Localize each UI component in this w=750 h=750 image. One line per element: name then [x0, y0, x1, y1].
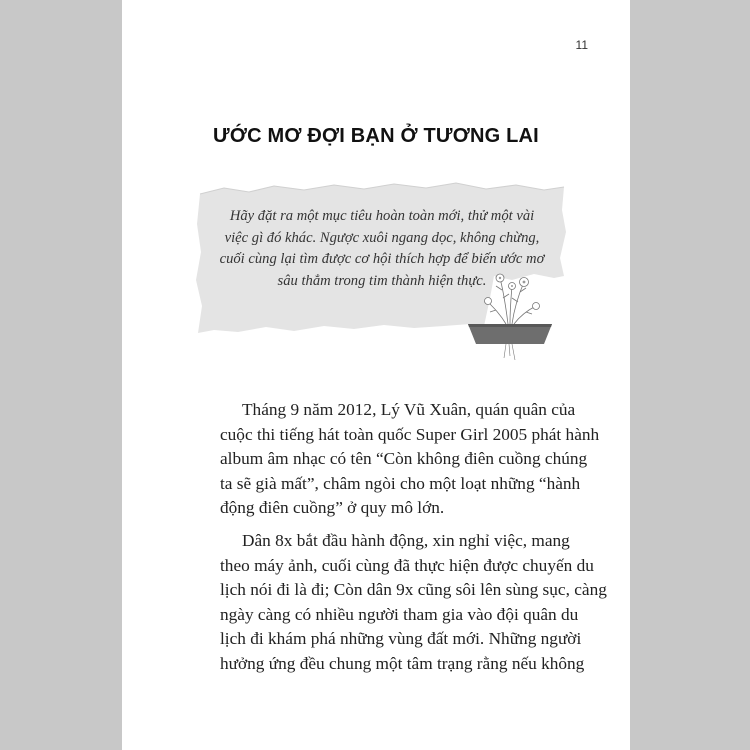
text-line: ta sẽ già mất”, châm ngòi cho một loạt những “hành — [220, 473, 581, 493]
text-line: Dân 8x bắt đầu hành động, xin nghỉ việc, mang — [242, 530, 570, 550]
paragraph — [220, 398, 600, 521]
chapter-title: ƯỚC MƠ ĐỢI BẠN Ở TƯƠNG LAI — [213, 125, 539, 147]
text-line: album âm nhạc có tên “Còn không điên cuồng chúng — [220, 449, 588, 469]
page-number: 11 — [575, 38, 588, 52]
book-page — [122, 0, 630, 750]
quote-line: cuối cùng lại tìm được cơ hội thích hợp để biến ước mơ — [219, 251, 545, 267]
body-text — [220, 398, 607, 685]
text-line: động điên cuồng” ở quy mô lớn. — [220, 498, 445, 518]
quote-line: sâu thẳm trong tim thành hiện thực. — [277, 272, 487, 289]
text-line: hưởng ứng đều chung một tâm trạng rằng nếu không — [220, 653, 585, 673]
text-line: theo máy ảnh, cuối cùng đã thực hiện được chuyến du — [220, 555, 594, 575]
text-line: ngày càng có nhiều người tham gia vào đội quân du — [220, 604, 579, 624]
quote-line: Hãy đặt ra một mục tiêu hoàn toàn mới, thử một vài — [229, 208, 535, 224]
text-line: Tháng 9 năm 2012, Lý Vũ Xuân, quán quân của — [242, 400, 576, 419]
potted-plant-icon — [460, 268, 560, 364]
quote-line: việc gì đó khác. Ngược xuôi ngang dọc, không chừng, — [224, 229, 540, 246]
text-line: cuộc thi tiếng hát toàn quốc Super Girl 2005 phát hành — [220, 424, 600, 444]
text-line: lịch nói đi là đi; Còn dân 9x cũng sôi lên sùng sục, càng — [220, 580, 607, 600]
paragraph — [220, 529, 607, 677]
text-line: lịch đi khám phá những vùng đất mới. Những người — [220, 629, 582, 649]
